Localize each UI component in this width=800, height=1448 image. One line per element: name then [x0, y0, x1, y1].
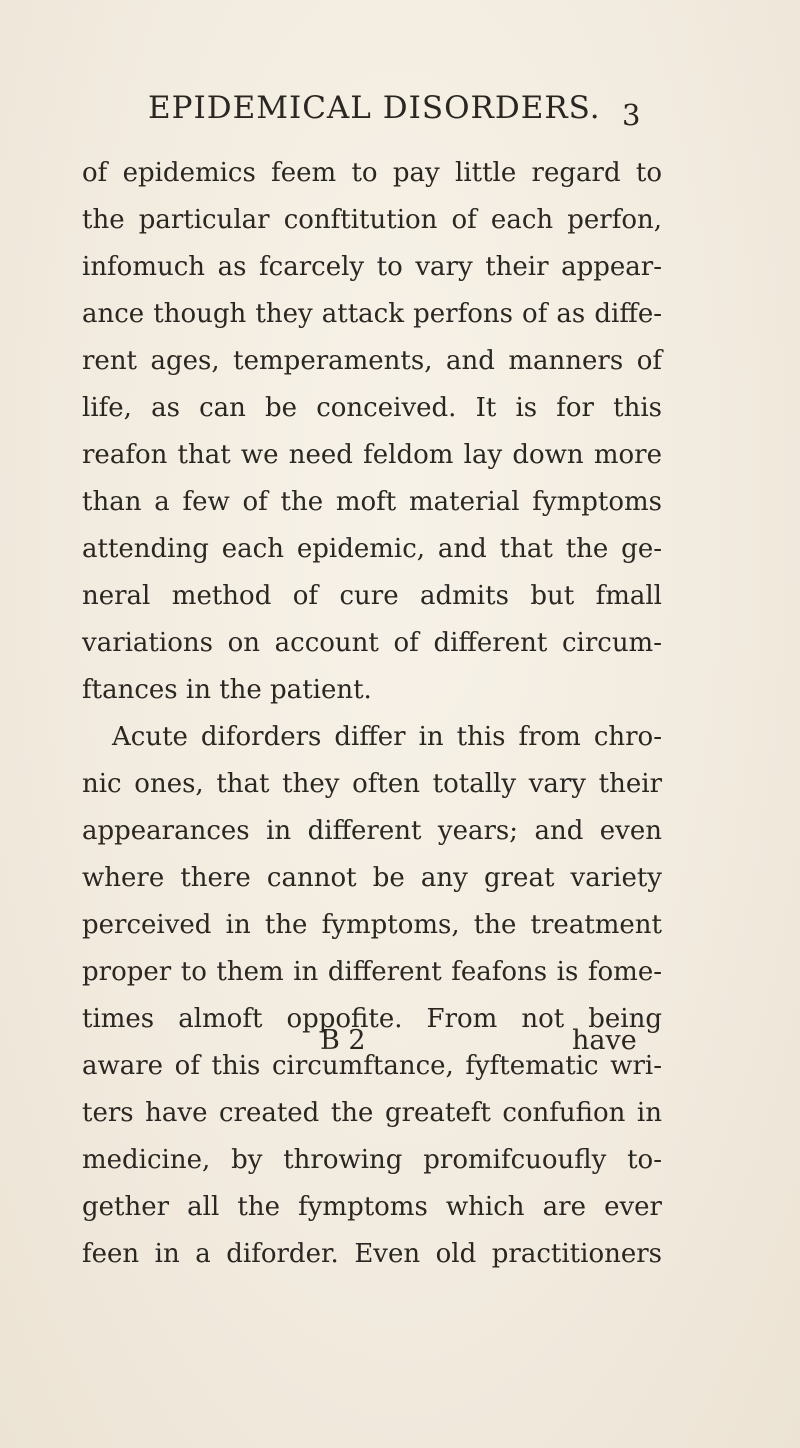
- text-line: variations on account of different circum-: [82, 628, 662, 658]
- text-line: ters have created the greateft confufion in: [82, 1098, 662, 1128]
- text-line: ance though they attack perfons of as diffe-: [82, 299, 662, 329]
- text-line: the particular conftitution of each perfon,: [82, 205, 662, 235]
- text-line: gether all the fymptoms which are ever: [82, 1192, 662, 1222]
- text-line: than a few of the moft material fymptoms: [82, 487, 662, 517]
- text-line: perceived in the fymptoms, the treatment: [82, 910, 662, 940]
- text-line: appearances in different years; and even: [82, 816, 662, 846]
- text-line: where there cannot be any great variety: [82, 863, 662, 893]
- running-head: EPIDEMICAL DISORDERS.: [148, 90, 601, 126]
- text-line: attending each epidemic, and that the ge-: [82, 534, 662, 564]
- text-line: medicine, by throwing promifcuoufly to-: [82, 1145, 662, 1175]
- text-line: of epidemics feem to pay little regard to: [82, 158, 662, 188]
- text-line: Acute diforders differ in this from chro-: [112, 722, 662, 752]
- text-line: infomuch as fcarcely to vary their appear-: [82, 252, 662, 282]
- text-line: life, as can be conceived. It is for this: [82, 393, 662, 423]
- text-line: aware of this circumftance, fyftematic wri-: [82, 1051, 662, 1081]
- body-text: [82, 150, 662, 1278]
- text-line: reafon that we need feldom lay down more: [82, 440, 662, 470]
- page-number: 3: [622, 98, 641, 132]
- catchword: have: [572, 1025, 637, 1056]
- text-line: times almoft oppofite. From not being: [82, 1004, 662, 1034]
- text-line: rent ages, temperaments, and manners of: [82, 346, 662, 376]
- text-line: feen in a diforder. Even old practitioners: [82, 1239, 662, 1269]
- text-line: proper to them in different feafons is fome-: [82, 957, 662, 987]
- text-line: nic ones, that they often totally vary their: [82, 769, 662, 799]
- signature-mark: B 2: [320, 1025, 366, 1056]
- text-line: neral method of cure admits but fmall: [82, 581, 662, 611]
- text-line: ftances in the patient.: [82, 675, 372, 705]
